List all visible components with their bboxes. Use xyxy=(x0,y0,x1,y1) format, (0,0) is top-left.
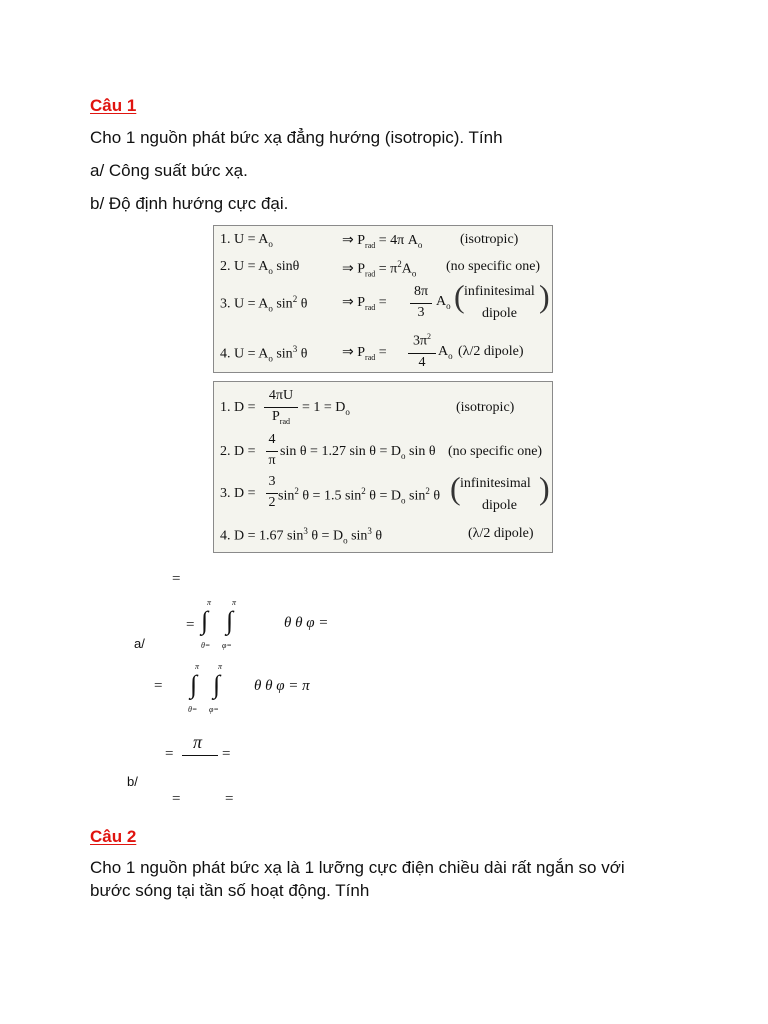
question-2-heading: Câu 2 xyxy=(90,827,137,846)
equals-sign: = xyxy=(154,678,163,694)
lower-limit-phi: φ= xyxy=(209,705,219,714)
solution-label-b: b/ xyxy=(127,774,138,789)
directivity-row-4: 4. D = 1.67 $\sin^3 \theta = D_o$ $\sin^3 \theta$ xyxy=(220,526,383,546)
upper-limit: π xyxy=(218,662,223,671)
directivity-table: 1. D = 4πU $P_{rad}$ = $1 = D_o$ (isotropic) 2. D = 4 π sin θ = 1.27 $\sin \theta = D_o$ sin θ (no specific one) 3. D = 3 2 $\sin^2 \theta = 1.5$ $\sin^2 \theta = D_o$ $\sin^2 \theta$ ( infinitesimal dipole ) 4. D = 1.67 $\sin^3 \theta = D_o$ $\sin^3 \theta$ (λ/2 dipole) xyxy=(213,381,553,553)
power-row-3: 3. $U = A_o$ $\sin^2 \theta$ xyxy=(220,294,308,314)
integral-sign: ∫ xyxy=(190,670,198,699)
radiated-power-table: 1. $U = A_o$ ⇒ $P_{rad} = 4\pi$ $A_o$ (isotropic) 2. $U = A_o$ sinθ ⇒ $P_{rad} = \pi^2A_o$ (no specific one) 3. $U = A_o$ $\sin^2 \theta$ ⇒ $P_{rad}$ = 8π 3 $A_o$ ( infinitesimal dipole ) 4. $U = A_o$ $\sin^3 \theta$ ⇒ $P_{rad}$ = $3\pi^2$ 4 $A_o$ (λ/2 dipole) xyxy=(213,225,553,373)
question-2-text-line-2: bước sóng tại tần số hoạt động. Tính xyxy=(90,881,370,900)
upper-limit: π xyxy=(232,598,237,607)
question-1-heading: Câu 1 xyxy=(90,96,137,115)
power-row-4: 4. $U = A_o$ $\sin^3 \theta$ xyxy=(220,344,308,364)
power-row-2: 2. $U = A_o$ sinθ xyxy=(220,259,300,276)
power-row-1: 1. $U = A_o$ xyxy=(220,232,273,249)
lower-limit-theta: θ= xyxy=(188,705,198,714)
integrand-differentials: θ θ φ = xyxy=(284,615,329,631)
integral-sign: ∫ xyxy=(213,670,221,699)
equals-sign: = xyxy=(222,746,231,762)
lower-limit-phi: φ= xyxy=(222,641,232,650)
directivity-row-2: 2. D = xyxy=(220,444,256,459)
equals-sign: = xyxy=(225,791,234,807)
integral-sign: ∫ xyxy=(201,606,209,635)
integrand-result: θ θ φ = π xyxy=(254,678,310,694)
equals-sign: = xyxy=(165,746,174,762)
equals-sign: = xyxy=(186,617,195,633)
fraction-numerator-pi: π xyxy=(193,732,203,752)
question-1-part-b: b/ Độ định hướng cực đại. xyxy=(90,194,289,213)
integral-sign: ∫ xyxy=(226,606,234,635)
question-2-text-line-1: Cho 1 nguồn phát bức xạ là 1 lưỡng cực điện chiều dài rất ngắn so với xyxy=(90,858,625,877)
equals-sign: = xyxy=(172,571,181,587)
directivity-row-1: 1. D = xyxy=(220,400,256,415)
directivity-row-3: 3. D = xyxy=(220,486,256,501)
question-1-text: Cho 1 nguồn phát bức xạ đẳng hướng (isotropic). Tính xyxy=(90,128,503,147)
lower-limit-theta: θ= xyxy=(201,641,211,650)
upper-limit: π xyxy=(195,662,200,671)
fraction-bar xyxy=(182,755,218,756)
equals-sign: = xyxy=(172,791,181,807)
solution-label-a: a/ xyxy=(134,636,145,651)
question-1-part-a: a/ Công suất bức xạ. xyxy=(90,161,248,180)
upper-limit: π xyxy=(207,598,212,607)
